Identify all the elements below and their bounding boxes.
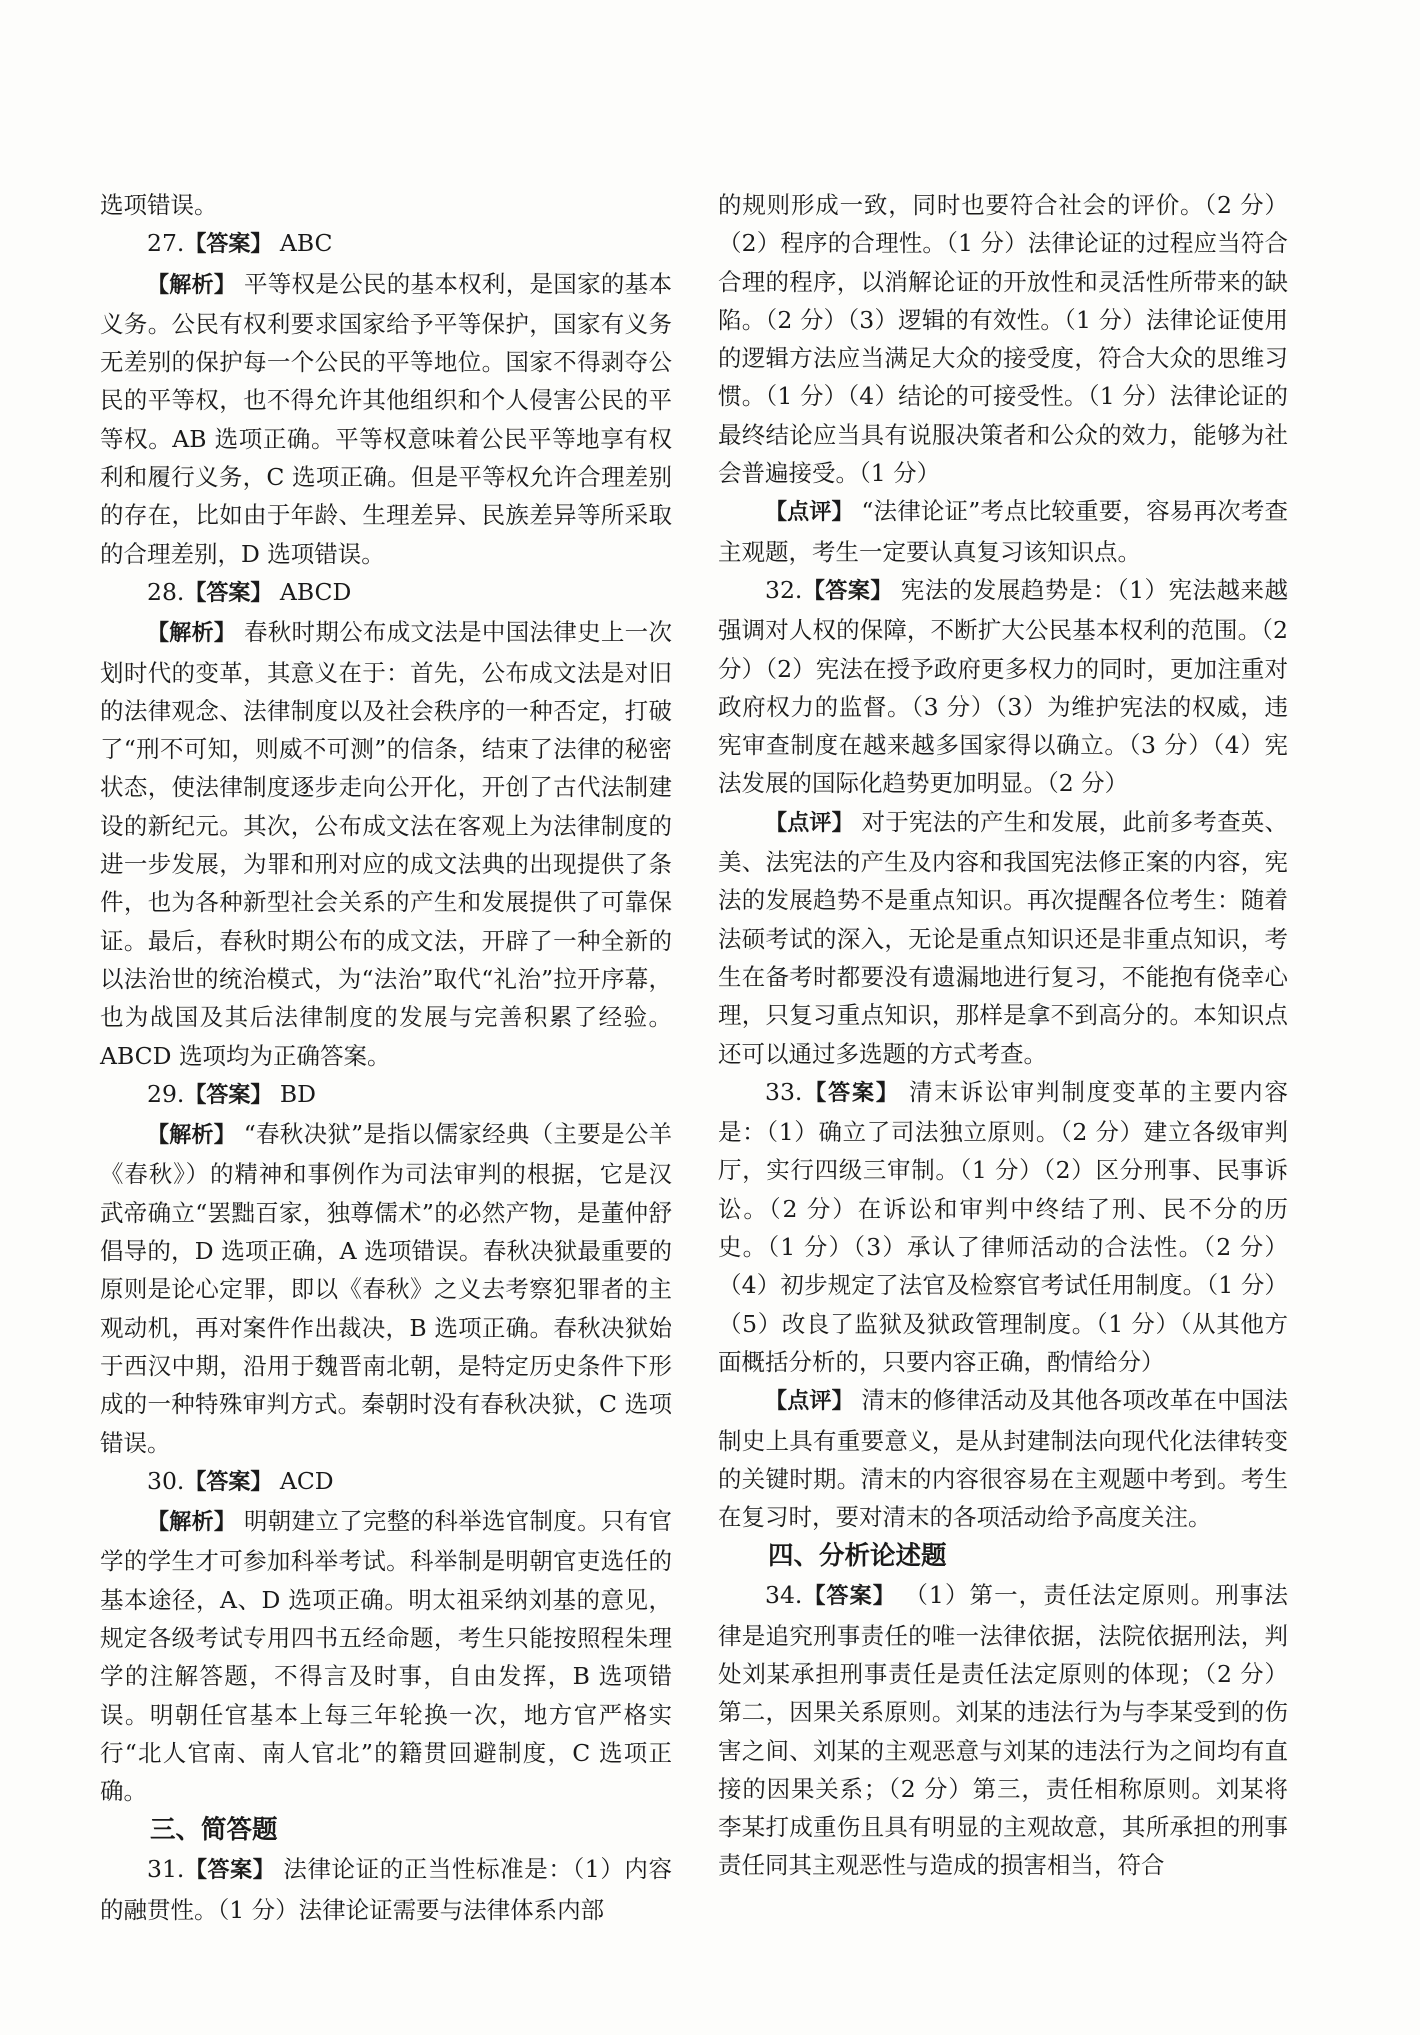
answer-31-continuation: 的规则形成一致，同时也要符合社会的评价。（2 分）（2）程序的合理性。（1 分）法律论证的过程应当符合合理的程序，以消解论证的开放性和灵活性所带来的缺陷。（2 分）（3）逻辑的有效性。（1 分）法律论证使用的逻辑方法应当满足大众的接受度，符合大众的思维习惯。（1 分）（4）结论的可接受性。（1 分）法律论证的最终结论应当具有说服决策者和公众的效力，能够为社会普遍接受。（1 分）: [718, 191, 1288, 488]
comment-text: “法律论证”考点比较重要，容易再次考查主观题，考生一定要认真复习该知识点。: [718, 497, 1288, 566]
answer-text: 清末诉讼审判制度变革的主要内容是：（1）确立了司法独立原则。（2 分）建立各级审判厅，实行四级三审制。（1 分）（2）区分刑事、民事诉讼。（2 分）在诉讼和审判中终结了刑、民不分的历史。（1 分）（3）承认了律师活动的合法性。（2 分）（4）初步规定了法官及检察官考试任用制度。（1 分）（5）改良了监狱及狱政管理制度。（1 分）（从其他方面概括分析的，只要内容正确，酌情给分）: [718, 1077, 1288, 1376]
answer-tag: 【答案】: [802, 1080, 900, 1106]
question-number: 27.: [147, 229, 185, 258]
explanation-text: “春秋决狱”是指以儒家经典（主要是公羊《春秋》）的精神和事例作为司法审判的根据，它是汉武帝确立“罢黜百家，独尊儒术”的必然产物，是董仲舒倡导的，D 选项正确，A 选项错误。春秋决狱最重要的原则是论心定罪，即以《春秋》之义去考察犯罪者的主观动机，再对案件作出裁决，B 选项正确。春秋决狱始于西汉中期，沿用于魏晋南北朝，是特定历史条件下形成的一种特殊审判方式。秦朝时没有春秋决狱，C 选项错误。: [100, 1120, 672, 1457]
left-column: [100, 186, 672, 1929]
answer-33: [718, 1073, 1288, 1381]
answer-tag: 【答案】: [184, 232, 273, 258]
comment-text: 清末的修律活动及其他各项改革在中国法制史上具有重要意义，是从封建制法向现代化法律转变的关键时期。清末的内容很容易在主观题中考到。考生在复习时，要对清末的各项活动给予高度关注。: [718, 1386, 1288, 1532]
answer-tag: 【答案】: [184, 1082, 273, 1108]
answer-tag: 【答案】: [184, 1469, 273, 1495]
answer-30: [100, 1462, 672, 1502]
question-number: 30.: [147, 1466, 185, 1495]
comment-33: [718, 1381, 1288, 1536]
question-number: 32.: [765, 575, 803, 604]
answer-value: ABC: [272, 229, 333, 258]
answer-34: [718, 1576, 1288, 1884]
question-number: 28.: [147, 577, 185, 606]
right-column: [718, 186, 1288, 1885]
question-number: 29.: [147, 1079, 185, 1108]
explanation-tag: 【解析】: [147, 621, 237, 647]
explanation-tag: 【解析】: [147, 1123, 237, 1149]
answer-tag: 【答案】: [802, 1584, 896, 1610]
comment-text: 对于宪法的产生和发展，此前多考查英、美、法宪法的产生及内容和我国宪法修正案的内容，宪法的发展趋势不是重点知识。再次提醒各位考生：随着法硕考试的深入，无论是重点知识还是非重点知识，考生在备考时都要没有遗漏地进行复习，不能抱有侥幸心理，只复习重点知识，那样是拿不到高分的。本知识点还可以通过多选题的方式考查。: [718, 807, 1288, 1068]
explanation-text: 春秋时期公布成文法是中国法律史上一次划时代的变革，其意义在于：首先，公布成文法是对旧的法律观念、法律制度以及社会秩序的一种否定，打破了“刑不可知，则威不可测”的信条，结束了法律的秘密状态，使法律制度逐步走向公开化，开创了古代法制建设的新纪元。其次，公布成文法在客观上为法律制度的进一步发展，为罪和刑对应的成文法典的出现提供了条件，也为各种新型社会关系的产生和发展提供了可靠保证。最后，春秋时期公布的成文法，开辟了一种全新的以法治世的统治模式，为“法治”取代“礼治”拉开序幕，也为战国及其后法律制度的发展与完善积累了经验。ABCD 选项均为正确答案。: [100, 618, 672, 1070]
comment-tag: 【点评】: [765, 810, 854, 836]
answer-27: [100, 224, 672, 264]
answer-value: ABCD: [272, 577, 352, 606]
explanation-tag: 【解析】: [147, 1510, 237, 1536]
question-number: 31.: [147, 1855, 185, 1884]
comment-32: [718, 803, 1288, 1073]
section-heading-3: 三、简答题: [150, 1815, 278, 1846]
comment-tag: 【点评】: [765, 500, 854, 526]
answer-text: 法律论证的正当性标准是：（1）内容的融贯性。（1 分）法律论证需要与法律体系内部: [100, 1855, 672, 1924]
explanation-28: [100, 613, 672, 1075]
comment-tag: 【点评】: [765, 1389, 854, 1415]
answer-31-start: [100, 1850, 672, 1929]
answer-tag: 【答案】: [184, 1858, 276, 1884]
question-number: 33.: [765, 1077, 803, 1106]
explanation-text: 明朝建立了完整的科举选官制度。只有官学的学生才可参加科举考试。科举制是明朝官吏选任的基本途径，A、D 选项正确。明太祖采纳刘基的意见，规定各级考试专用四书五经命题，考生只能按照程朱理学的注解答题，不得言及时事，自由发挥，B 选项错误。明朝任官基本上每三年轮换一次，地方官严格实行“北人官南、南人官北”的籍贯回避制度，C 选项正确。: [100, 1507, 672, 1806]
answer-29: [100, 1075, 672, 1115]
answer-value: ACD: [272, 1466, 334, 1495]
question-number: 34.: [765, 1581, 803, 1610]
answer-value: BD: [272, 1079, 316, 1108]
explanation-29: [100, 1115, 672, 1462]
comment-31: [718, 492, 1288, 571]
answer-tag: 【答案】: [184, 580, 273, 606]
answer-text: （1）第一，责任法定原则。刑事法律是追究刑事责任的唯一法律依据，法院依据刑法，判处刘某承担刑事责任是责任法定原则的体现；（2 分）第二，因果关系原则。刘某的违法行为与李某受到的伤害之间、刘某的主观恶意与刘某的违法行为之间均有直接的因果关系；（2 分）第三，责任相称原则。刘某将李某打成重伤且具有明显的主观故意，其所承担的刑事责任同其主观恶性与造成的损害相当，符合: [718, 1581, 1288, 1880]
explanation-tag: 【解析】: [147, 272, 237, 298]
answer-tag: 【答案】: [802, 578, 893, 604]
explanation-text: 平等权是公民的基本权利，是国家的基本义务。公民有权利要求国家给予平等保护，国家有义务无差别的保护每一个公民的平等地位。国家不得剥夺公民的平等权，也不得允许其他组织和个人侵害公民的平等权。AB 选项正确。平等权意味着公民平等地享有权利和履行义务，C 选项正确。但是平等权允许合理差别的存在，比如由于年龄、生理差异、民族差异等所采取的合理差别，D 选项错误。: [100, 269, 672, 568]
paragraph-continuation: 选项错误。: [100, 191, 218, 219]
section-heading-4: 四、分析论述题: [768, 1541, 947, 1572]
explanation-27: [100, 265, 672, 573]
answer-32: [718, 571, 1288, 803]
answer-28: [100, 573, 672, 613]
explanation-30: [100, 1502, 672, 1810]
answer-text: 宪法的发展趋势是：（1）宪法越来越强调对人权的保障，不断扩大公民基本权利的范围。（2 分）（2）宪法在授予政府更多权力的同时，更加注重对政府权力的监督。（3 分）（3）为维护宪法的权威，违宪审查制度在越来越多国家得以确立。（3 分）（4）宪法发展的国际化趋势更加明显。（2 分）: [718, 575, 1288, 798]
